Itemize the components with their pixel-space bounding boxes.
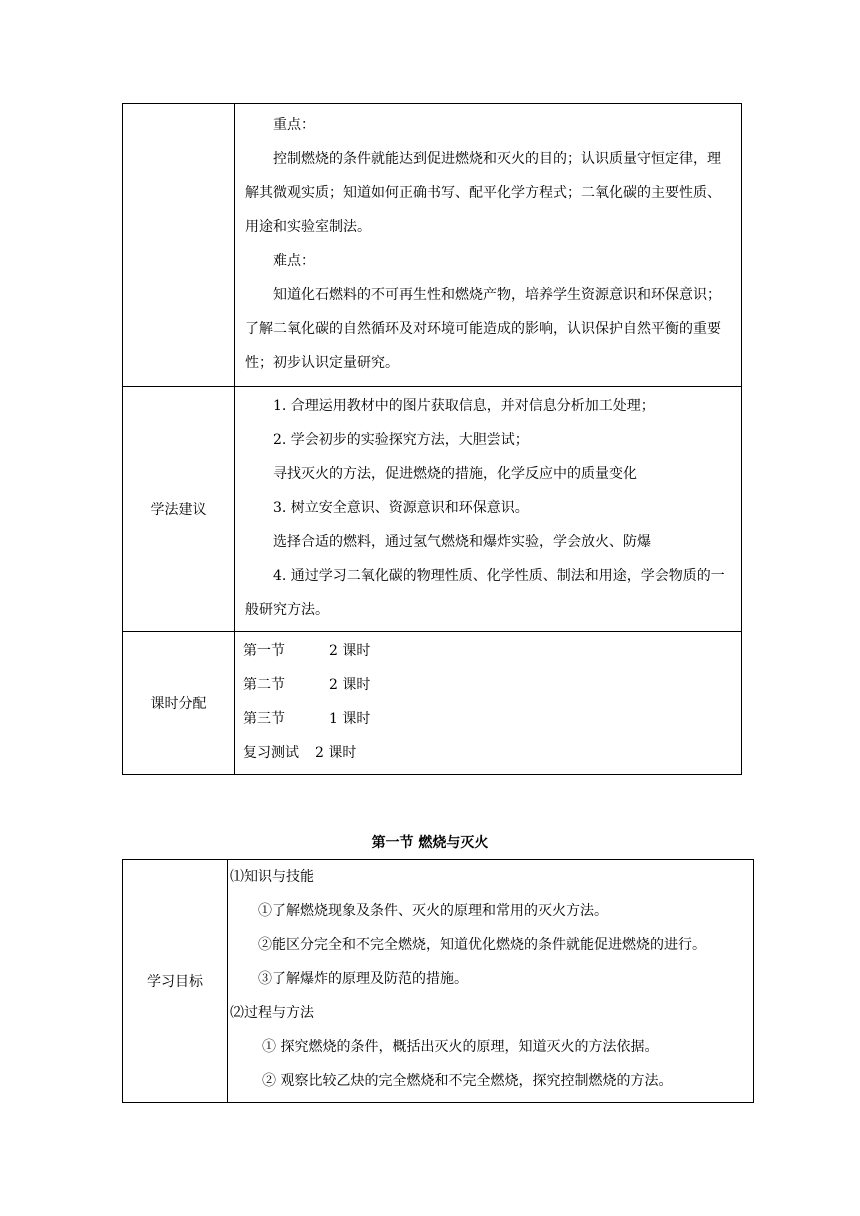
key-points-text: 控制燃烧的条件就能达到促进燃烧和灭火的目的；认识质量守恒定律，理解其微观实质；知道如何正确书写、配平化学方程式；二氧化碳的主要性质、用途和实验室制法。	[245, 151, 721, 235]
knowledge-item: ①了解燃烧现象及条件、灭火的原理和常用的灭火方法。	[258, 903, 608, 919]
hours-item	[243, 702, 733, 736]
hours-item	[243, 668, 733, 702]
advice-item-2: 2. 学会初步的实验探究方法，大胆尝试；	[273, 432, 529, 448]
learning-goals-row	[123, 860, 754, 1103]
study-advice-row	[123, 387, 742, 632]
hours-item-value: 2 课时	[315, 745, 357, 761]
advice-item-3: 3. 树立安全意识、资源意识和环保意识。	[273, 500, 529, 516]
hours-item	[243, 634, 733, 668]
row-label-empty	[123, 104, 235, 387]
hours-item-value: 2 课时	[329, 643, 371, 659]
study-advice-label: 学法建议	[123, 387, 235, 632]
hours-item-name: 第三节	[243, 711, 285, 727]
advice-item-3-detail: 选择合适的燃料，通过氢气燃烧和爆炸实验，学会放火、防爆	[273, 534, 651, 550]
learning-goals-table	[122, 859, 754, 1103]
knowledge-heading: ⑴知识与技能	[230, 869, 314, 885]
class-hours-cell	[235, 632, 742, 775]
difficulty-heading: 难点：	[273, 253, 315, 269]
key-points-cell	[235, 104, 742, 387]
knowledge-item: ②能区分完全和不完全燃烧，知道优化燃烧的条件就能促进燃烧的进行。	[258, 937, 706, 953]
knowledge-item: ③了解爆炸的原理及防范的措施。	[258, 971, 468, 987]
course-plan-table	[122, 103, 742, 775]
learning-goals-cell	[228, 860, 754, 1103]
method-heading: ⑵过程与方法	[230, 1005, 314, 1021]
method-item: ② 观察比较乙炔的完全燃烧和不完全燃烧，探究控制燃烧的方法。	[262, 1073, 673, 1089]
section-title: 第一节 燃烧与灭火	[371, 835, 489, 851]
advice-item-4: 4. 通过学习二氧化碳的物理性质、化学性质、制法和用途，学会物质的一般研究方法。	[245, 568, 725, 618]
method-item: ① 探究燃烧的条件，概括出灭火的原理，知道灭火的方法依据。	[262, 1039, 659, 1055]
key-points-row	[123, 104, 742, 387]
class-hours-label: 课时分配	[123, 632, 235, 775]
hours-item-value: 1 课时	[329, 711, 371, 727]
learning-goals-label: 学习目标	[123, 860, 228, 1103]
advice-item-1: 1. 合理运用教材中的图片获取信息，并对信息分析加工处理；	[273, 398, 655, 414]
hours-item-value: 2 课时	[329, 677, 371, 693]
study-advice-cell	[235, 387, 742, 632]
hours-item	[243, 736, 733, 770]
hours-item-name: 复习测试	[243, 745, 299, 761]
difficulty-text: 知道化石燃料的不可再生性和燃烧产物，培养学生资源意识和环保意识；了解二氧化碳的自然循环及对环境可能造成的影响，认识保护自然平衡的重要性；初步认识定量研究。	[245, 287, 721, 371]
class-hours-row	[123, 632, 742, 775]
hours-item-name: 第二节	[243, 677, 285, 693]
key-points-heading: 重点：	[273, 117, 315, 133]
advice-item-2-detail: 寻找灭火的方法，促进燃烧的措施，化学反应中的质量变化	[273, 466, 637, 482]
hours-item-name: 第一节	[243, 643, 285, 659]
